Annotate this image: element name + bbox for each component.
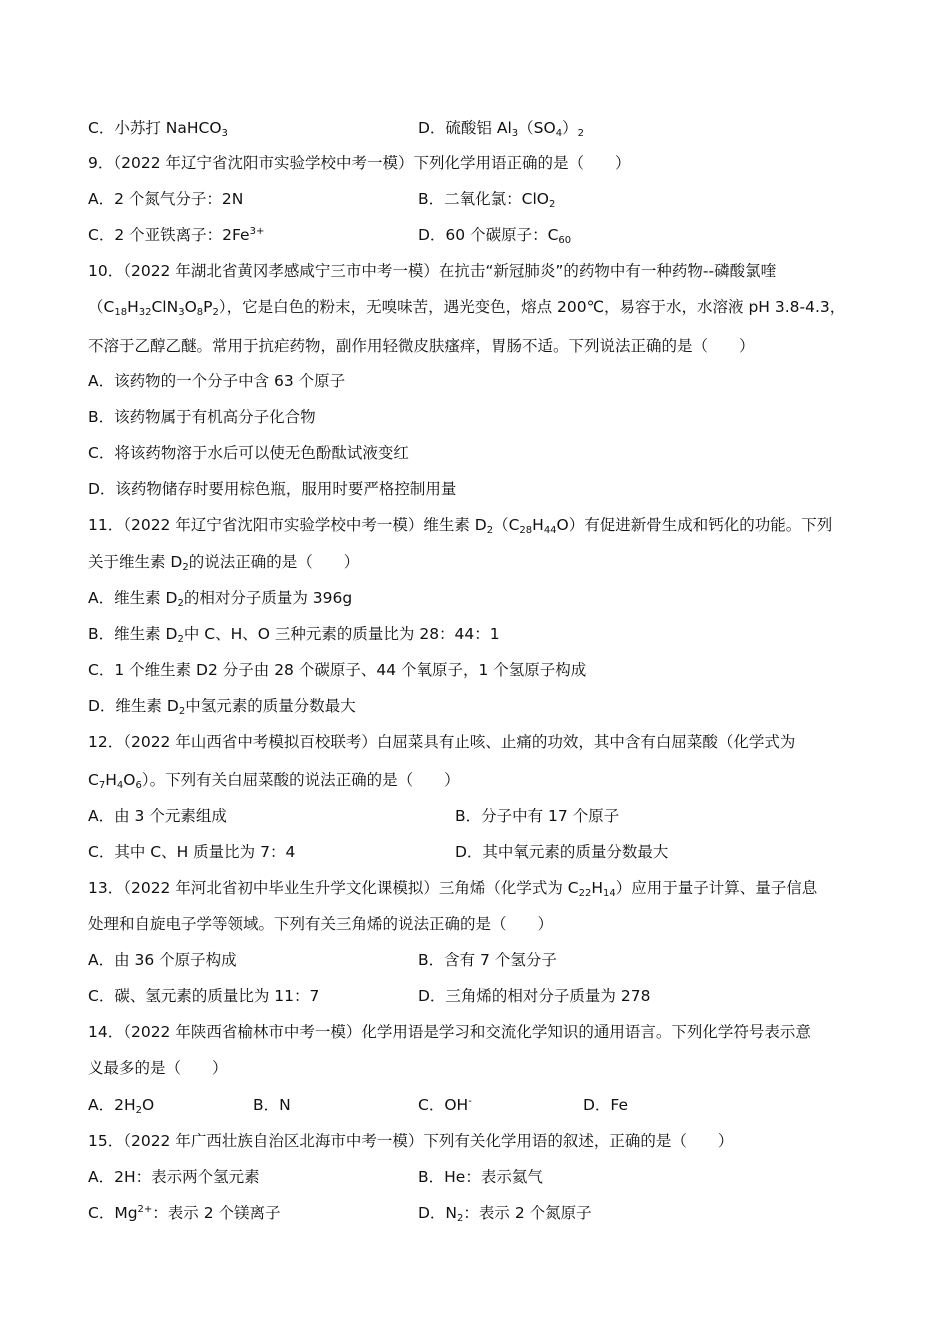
q12-stem-line2: $C_7H_4O_6$）。下列有关白屈菜酸的说法正确的是（ ） (88, 771, 460, 791)
q14-option-d: D．Fe (583, 1096, 629, 1114)
q13-stem-line2: 处理和自旋电子学等领域。下列有关三角烯的说法正确的是（ ） (88, 915, 554, 933)
q9-option-a: A．2 个氮气分子：2N (88, 190, 244, 208)
q13-option-d: D．三角烯的相对分子质量为 278 (418, 987, 651, 1005)
q15-option-c: C．$Mg^{2+}$：表示 2 个镁离子 (88, 1204, 281, 1222)
q15-stem: 15．（2022 年广西壮族自治区北海市中考一模）下列有关化学用语的叙述，正确的是（ ） (88, 1132, 734, 1150)
q9-option-c: C．2 个亚铁离子：$2Fe^{3+}$ (88, 226, 265, 244)
q15-option-d: D．$N_2$：表示 2 个氮原子 (418, 1204, 592, 1224)
q12-option-c: C．其中 C、H 质量比为 7：4 (88, 843, 296, 861)
q10-option-c: C．将该药物溶于水后可以使无色酚酞试液变红 (88, 444, 409, 462)
q14-stem-line2: 义最多的是（ ） (88, 1059, 228, 1077)
q14-option-c: C．OH- (418, 1096, 472, 1114)
q14-option-a: A．$2H_2O$ (88, 1096, 155, 1116)
q14-option-b: B．N (253, 1096, 291, 1114)
q10-stem-line1: 10．（2022 年湖北省黄冈孝感咸宁三市中考一模）在抗击“新冠肺炎”的药物中有一种药物--磷酸氯喹 (88, 262, 777, 280)
q12-option-a: A．由 3 个元素组成 (88, 807, 227, 825)
q13-option-c: C．碳、氢元素的质量比为 11：7 (88, 987, 320, 1005)
q12-option-d: D．其中氧元素的质量分数最大 (455, 843, 669, 861)
q10-option-b: B．该药物属于有机高分子化合物 (88, 408, 316, 426)
q10-stem-line3: 不溶于乙醇乙醚。常用于抗疟药物，副作用轻微皮肤瘙痒，胃肠不适。下列说法正确的是（ ） (88, 337, 755, 355)
q13-option-b: B．含有 7 个氢分子 (418, 951, 557, 969)
q11-option-d: D．维生素 $D_2$中氢元素的质量分数最大 (88, 697, 356, 717)
q8-option-c: C．小苏打 NaHCO$_3$ (88, 119, 228, 139)
q14-stem-line1: 14．（2022 年陕西省榆林市中考一模）化学用语是学习和交流化学知识的通用语言。下列化学符号表示意 (88, 1023, 811, 1041)
q11-option-b: B．维生素 $D_2$中 C、H、O 三种元素的质量比为 28：44：1 (88, 625, 500, 645)
q9-stem: 9．（2022 年辽宁省沈阳市实验学校中考一模）下列化学用语正确的是（ ） (88, 154, 631, 172)
q11-option-a: A．维生素 $D_2$的相对分子质量为 396g (88, 589, 353, 609)
q11-stem-line2: 关于维生素 $D_2$的说法正确的是（ ） (88, 553, 360, 573)
q10-stem-line2: $(C_{18}H_{32}ClN_3O_8P_2)$，它是白色的粉末，无嗅味苦，遇光变色，熔点 200℃，易容于水，水溶液 pH 3.8-4.3， (88, 298, 846, 318)
q10-option-a: A．该药物的一个分子中含 63 个原子 (88, 372, 346, 390)
q12-option-b: B．分子中有 17 个原子 (455, 807, 620, 825)
q8-option-d: D．硫酸铝 $Al_3(SO_4)_2$ (418, 119, 584, 139)
q13-stem-line1: 13．（2022 年河北省初中毕业生升学文化课模拟）三角烯（化学式为 $C_{22}H_{14}$）应用于量子计算、量子信息 (88, 879, 818, 899)
q9-option-d: D．60 个碳原子：$C_{60}$ (418, 226, 572, 246)
q12-stem-line1: 12．（2022 年山西省中考模拟百校联考）白屈菜具有止咳、止痛的功效，其中含有白屈菜酸（化学式为 (88, 733, 796, 751)
q15-option-b: B．He：表示氦气 (418, 1168, 543, 1186)
q11-option-c: C．1 个维生素 D2 分子由 28 个碳原子、44 个氧原子，1 个氢原子构成 (88, 661, 587, 679)
q9-option-b: B．二氧化氯：ClO$_2$ (418, 190, 556, 210)
q13-option-a: A．由 36 个原子构成 (88, 951, 237, 969)
q15-option-a: A．2H：表示两个氢元素 (88, 1168, 260, 1186)
q11-stem-line1: 11．（2022 年辽宁省沈阳市实验学校中考一模）维生素 $D_2(C_{28}H_{44}O)$有促进新骨生成和钙化的功能。下列 (88, 516, 833, 536)
q10-option-d: D．该药物储存时要用棕色瓶，服用时要严格控制用量 (88, 480, 457, 498)
